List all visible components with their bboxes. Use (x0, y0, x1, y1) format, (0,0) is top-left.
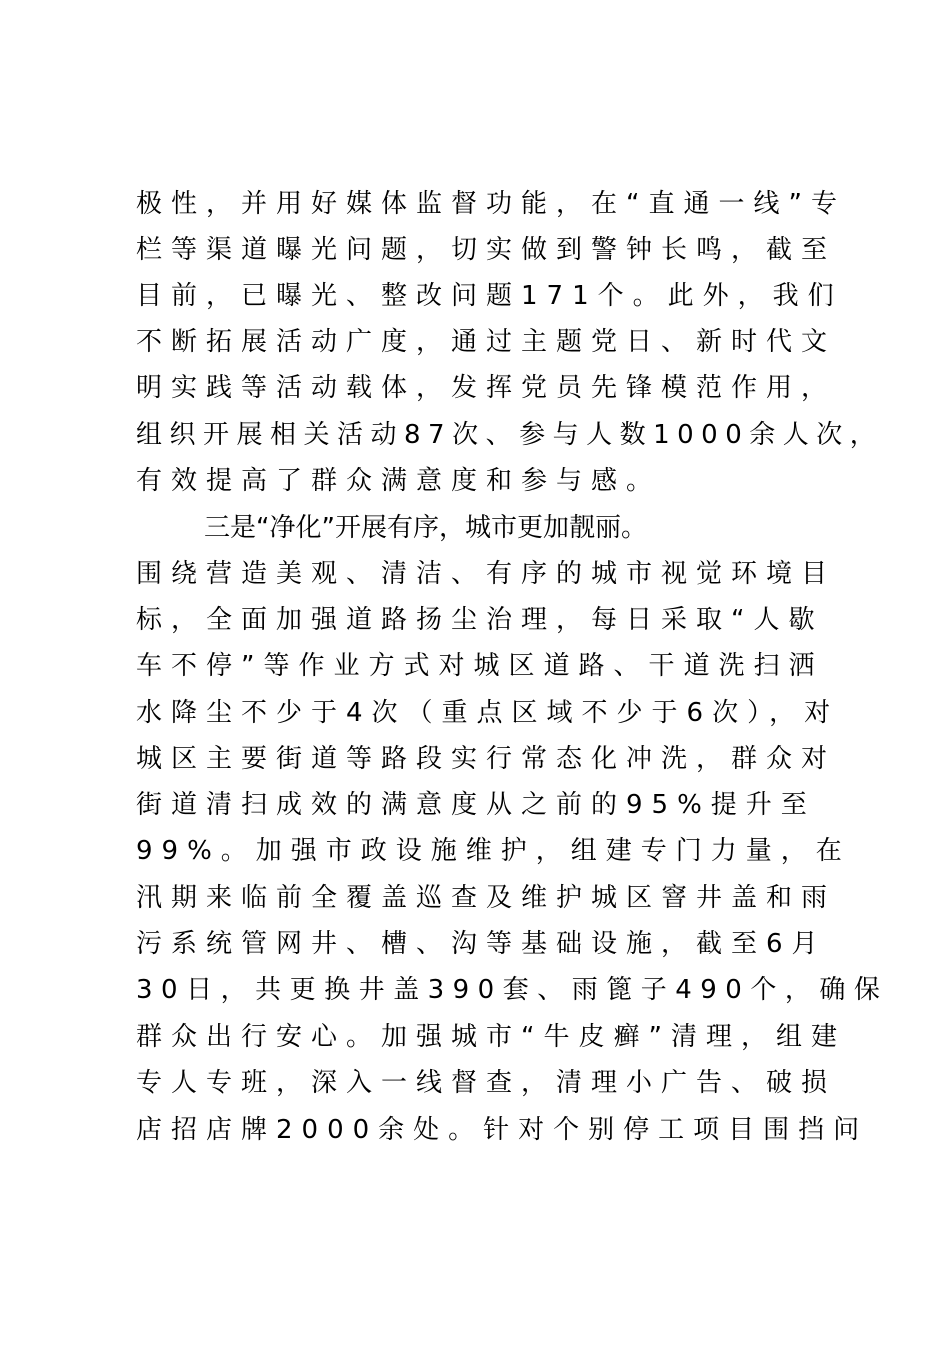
text-line: 水降尘不少于4次（重点区域不少于6次），对 (136, 698, 840, 728)
text-line: 不断拓展活动广度，通过主题党日、新时代文 (136, 327, 837, 357)
section-heading: 三是“净化”开展有序，城市更加靓丽。 (204, 513, 647, 543)
text-line: 围绕营造美观、清洁、有序的城市视觉环境目 (136, 559, 837, 589)
text-line: 店招店牌2000余处。针对个别停工项目围挡问 (136, 1115, 869, 1145)
text-line: 专人专班，深入一线督查，清理小广告、破损 (136, 1068, 837, 1098)
text-line: 30日，共更换井盖390套、雨篦子490个，确保 (136, 975, 889, 1005)
text-line: 目前，已曝光、整改问题171个。此外，我们 (136, 281, 843, 311)
text-line: 99%。加强市政设施维护，组建专门力量，在 (136, 836, 851, 866)
text-line: 有效提高了群众满意度和参与感。 (136, 466, 662, 496)
text-line: 栏等渠道曝光问题，切实做到警钟长鸣，截至 (136, 235, 837, 265)
text-line: 明实践等活动载体，发挥党员先锋模范作用， (136, 373, 837, 403)
text-line: 组织开展相关活动87次、参与人数1000余人次， (136, 420, 884, 450)
text-line: 极性，并用好媒体监督功能，在“直通一线”专 (136, 189, 846, 219)
text-line: 污系统管网井、槽、沟等基础设施，截至6月 (136, 929, 827, 959)
text-line: 标，全面加强道路扬尘治理，每日采取“人歇 (136, 605, 824, 635)
text-line: 街道清扫成效的满意度从之前的95%提升至 (136, 790, 816, 820)
text-line: 汛期来临前全覆盖巡查及维护城区窨井盖和雨 (136, 883, 837, 913)
text-line: 车不停”等作业方式对城区道路、干道洗扫洒 (136, 651, 824, 681)
text-line: 城区主要街道等路段实行常态化冲洗，群众对 (136, 744, 837, 774)
text-line: 群众出行安心。加强城市“牛皮癣”清理，组建 (136, 1022, 846, 1052)
